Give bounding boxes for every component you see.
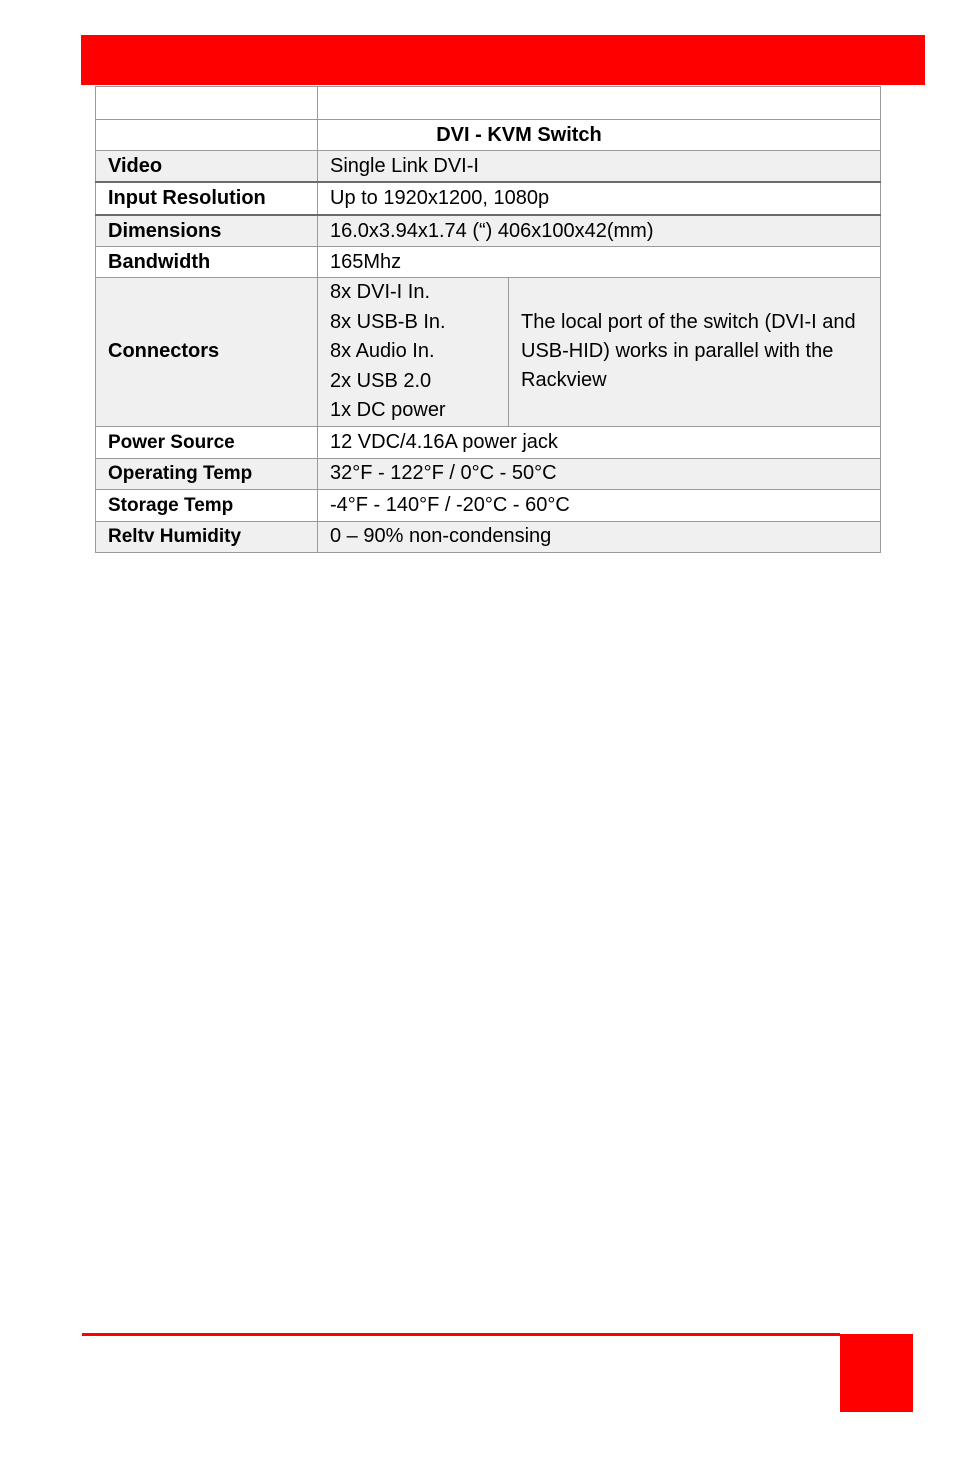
row-label: Operating Temp	[96, 458, 318, 489]
header-bar	[81, 35, 925, 85]
table-row-title	[96, 120, 881, 151]
connector-item: 1x DC power	[330, 399, 446, 422]
table-title	[318, 120, 881, 151]
connector-item: 8x USB-B In.	[330, 310, 446, 333]
connector-item: 8x DVI-I In.	[330, 281, 431, 303]
table-row	[96, 247, 881, 278]
row-value: 16.0x3.94x1.74 (“) 406x100x42(mm)	[318, 215, 881, 247]
table-row	[96, 215, 881, 247]
row-label: Input Resolution	[96, 182, 318, 215]
row-value: 12 VDC/4.16A power jack	[318, 426, 881, 458]
row-label: Video	[96, 151, 318, 183]
spec-table	[95, 86, 881, 553]
row-label: Reltv Humidity	[96, 521, 318, 552]
blank-cell	[96, 87, 318, 120]
row-value: 32°F - 122°F / 0°C - 50°C	[318, 458, 881, 489]
table-row	[96, 458, 881, 489]
table-row	[96, 182, 881, 215]
footer-page-box	[840, 1334, 913, 1412]
connector-note: The local port of the switch (DVI-I and USB-HID) works in parallel with the Rackview	[509, 278, 881, 427]
blank-cell	[96, 120, 318, 151]
connector-item: 8x Audio In.	[330, 340, 435, 363]
table-row	[96, 151, 881, 183]
table-row	[96, 426, 881, 458]
row-label: Dimensions	[96, 215, 318, 247]
row-value: Up to 1920x1200, 1080p	[318, 182, 881, 215]
row-value: Single Link DVI-I	[318, 151, 881, 183]
row-label: Bandwidth	[96, 247, 318, 278]
row-value: 165Mhz	[318, 247, 881, 278]
row-label: Connectors	[96, 278, 318, 427]
row-label: Power Source	[96, 426, 318, 458]
table-title-text: DVI - KVM Switch	[436, 123, 602, 146]
table-row-blank	[96, 87, 881, 120]
table-row-connectors	[96, 278, 881, 427]
blank-cell	[318, 87, 881, 120]
connector-item: 2x USB 2.0	[330, 369, 432, 392]
table-row	[96, 521, 881, 552]
connector-list	[318, 278, 509, 427]
table-row	[96, 489, 881, 521]
row-label: Storage Temp	[96, 489, 318, 521]
footer-line	[82, 1333, 840, 1336]
row-value: -4°F - 140°F / -20°C - 60°C	[318, 489, 881, 521]
row-value: 0 – 90% non-condensing	[318, 521, 881, 552]
